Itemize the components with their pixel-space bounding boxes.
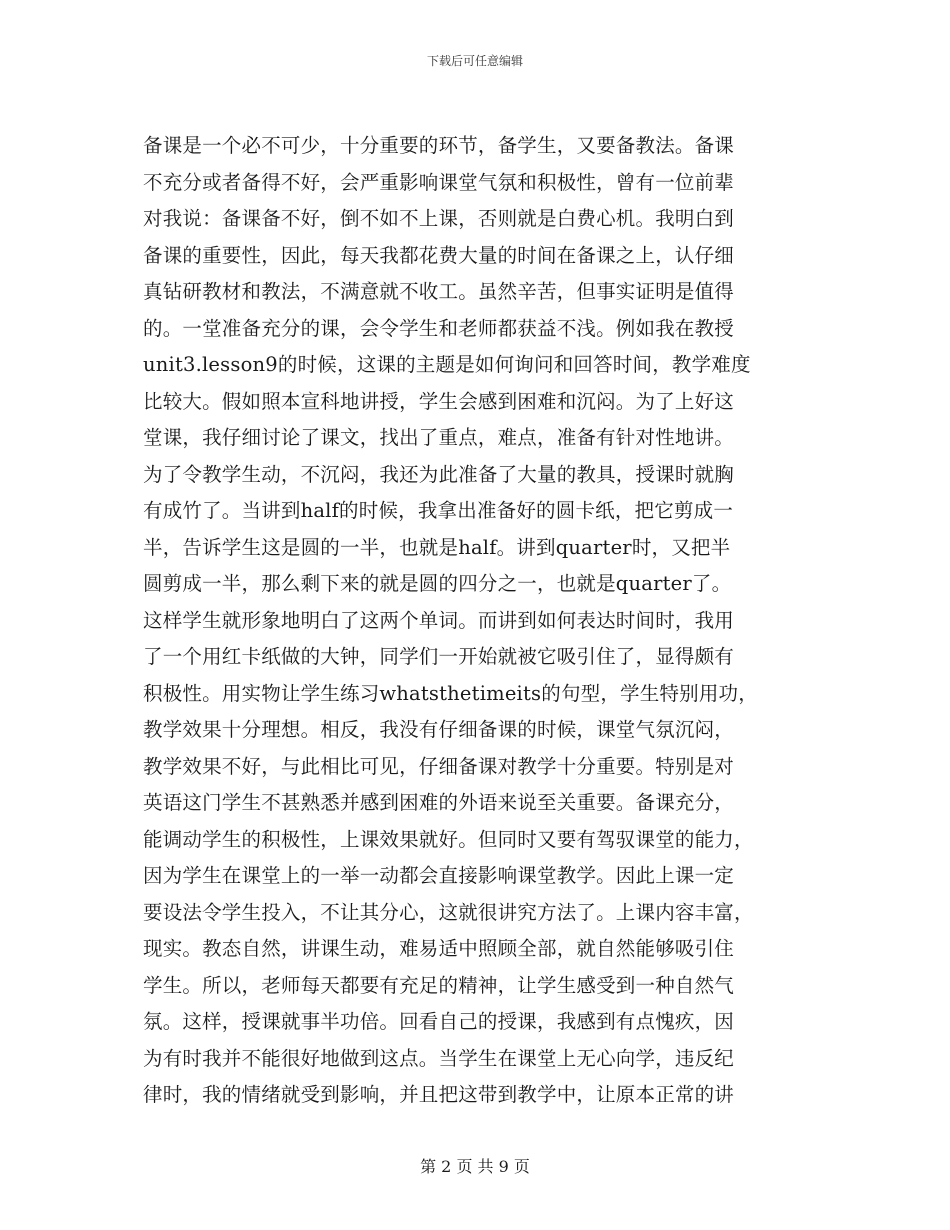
text-line: 积极性。用实物让学生练习whatsthetimeits的句型，学生特别用功，: [143, 681, 758, 705]
text-line: unit3.lesson9的时候，这课的主题是如何询问和回答时间，教学难度: [143, 353, 751, 376]
text-line: 堂课，我仔细讨论了课文，找出了重点，难点，准备有针对性地讲。: [143, 426, 735, 449]
text-line: 律时，我的情绪就受到影响，并且把这带到教学中，让原本正常的讲: [143, 1083, 735, 1106]
body-text: [143, 128, 803, 1114]
text-line: 有成竹了。当讲到half的时候，我拿出准备好的圆卡纸，把它剪成一: [143, 499, 734, 522]
text-line: 了一个用红卡纸做的大钟，同学们一开始就被它吸引住了，显得颇有: [143, 645, 735, 668]
text-line: 这样学生就形象地明白了这两个单词。而讲到如何表达时间时，我用: [143, 608, 735, 632]
text-line: 现实。教态自然，讲课生动，难易适中照顾全部，就自然能够吸引住: [143, 937, 735, 960]
text-line: 为有时我并不能很好地做到这点。当学生在课堂上无心向学，违反纪: [143, 1046, 735, 1070]
text-line: 备课是一个必不可少，十分重要的环节，备学生，又要备教法。备课: [143, 134, 735, 157]
text-line: 为了令教学生动，不沉闷，我还为此准备了大量的教具，授课时就胸: [143, 462, 735, 486]
text-line: 要设法令学生投入，不让其分心，这就很讲究方法了。上课内容丰富，: [143, 900, 754, 924]
text-line: 能调动学生的积极性，上课效果就好。但同时又要有驾驭课堂的能力，: [143, 827, 754, 851]
text-line: 学生。所以，老师每天都要有充足的精神，让学生感受到一种自然气: [143, 973, 735, 997]
text-line: 因为学生在课堂上的一举一动都会直接影响课堂教学。因此上课一定: [143, 864, 735, 887]
page-header: 下载后可任意编辑: [426, 54, 523, 68]
text-line: 英语这门学生不甚熟悉并感到困难的外语来说至关重要。备课充分，: [143, 791, 735, 814]
text-line: 的。一堂准备充分的课，会令学生和老师都获益不浅。例如我在教授: [143, 316, 735, 340]
text-line: 不充分或者备得不好，会严重影响课堂气氛和积极性，曾有一位前辈: [143, 170, 735, 194]
page-number-footer: 第 2 页 共 9 页: [420, 1157, 530, 1176]
text-line: 圆剪成一半，那么剩下来的就是圆的四分之一，也就是quarter了。: [143, 572, 732, 595]
text-line: 对我说：备课备不好，倒不如不上课，否则就是白费心机。我明白到: [143, 207, 735, 230]
text-line: 半，告诉学生这是圆的一半，也就是half。讲到quarter时，又把半: [143, 535, 731, 559]
text-line: 氛。这样，授课就事半功倍。回看自己的授课，我感到有点愧疚，因: [143, 1010, 735, 1033]
text-line: 真钻研教材和教法，不满意就不收工。虽然辛苦，但事实证明是值得: [143, 280, 735, 303]
text-line: 备课的重要性，因此，每天我都花费大量的时间在备课之上，认仔细: [143, 243, 735, 267]
text-line: 教学效果不好，与此相比可见，仔细备课对教学十分重要。特别是对: [143, 754, 735, 778]
text-line: 教学效果十分理想。相反，我没有仔细备课的时候，课堂气氛沉闷，: [143, 718, 735, 741]
text-line: 比较大。假如照本宣科地讲授，学生会感到困难和沉闷。为了上好这: [143, 389, 735, 413]
